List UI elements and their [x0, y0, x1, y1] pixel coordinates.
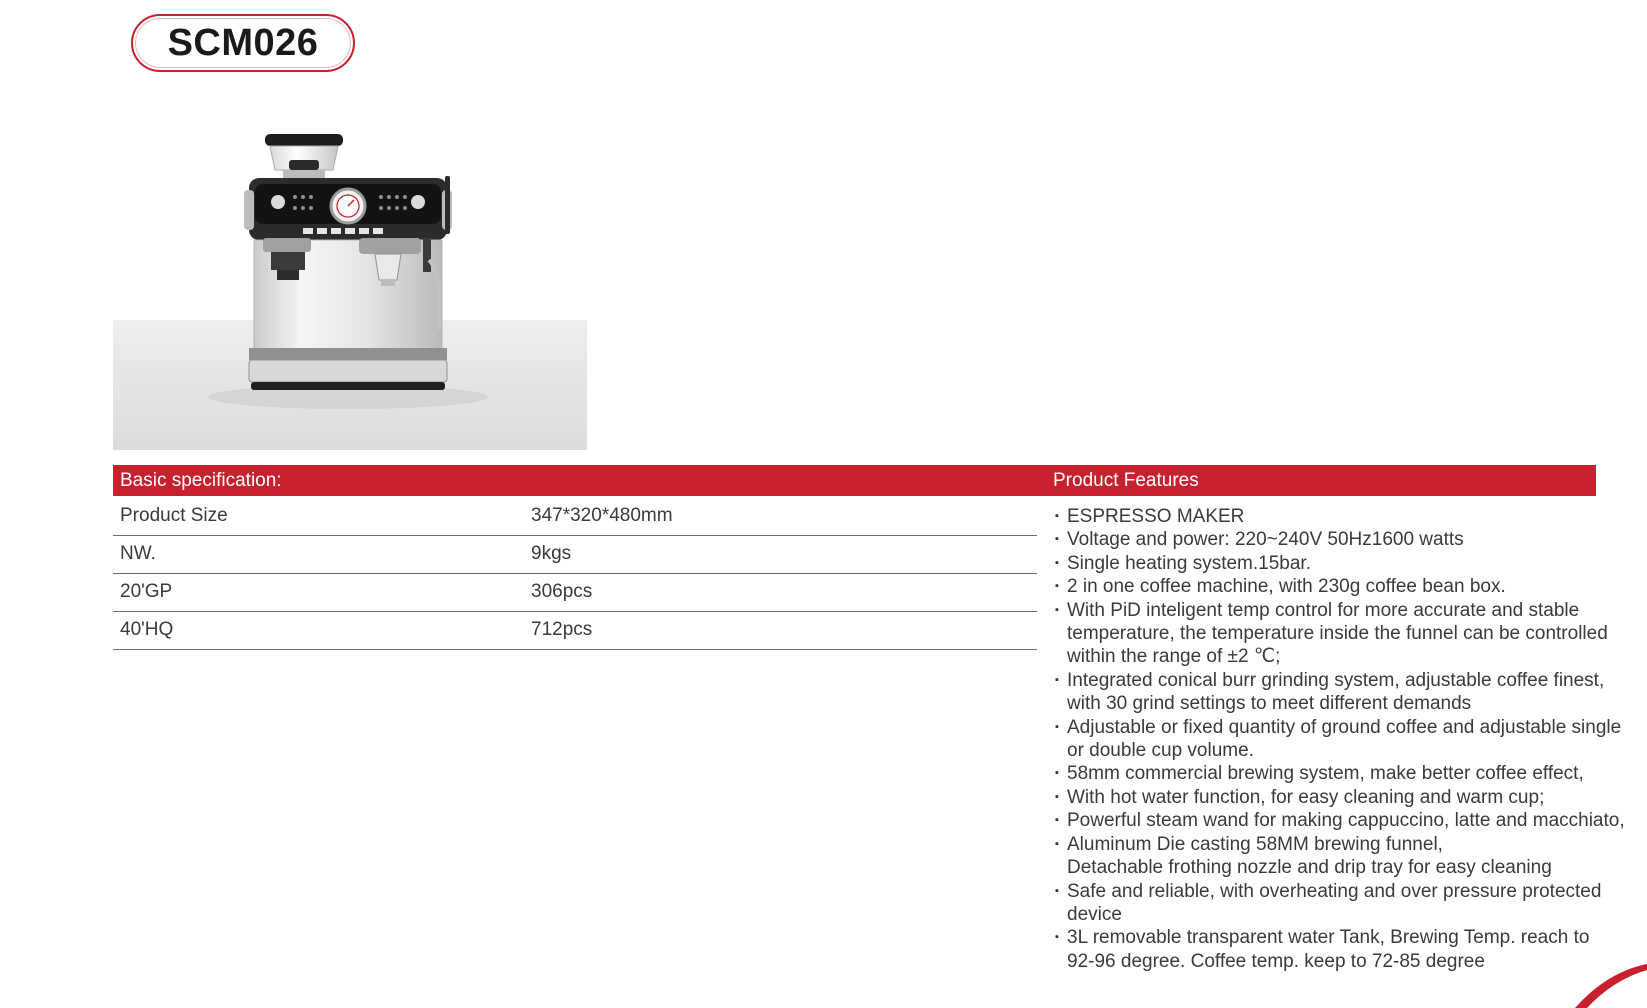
spec-value: 347*320*480mm [531, 505, 673, 526]
feature-text-line: 2 in one coffee machine, with 230g coffee bean box. [1067, 576, 1506, 598]
feature-text-line: 3L removable transparent water Tank, Brewing Temp. reach to [1067, 927, 1590, 949]
bullet-icon: ▪ [1055, 814, 1059, 827]
bullet-icon: ▪ [1055, 673, 1059, 686]
feature-item [1053, 669, 1647, 716]
spec-row [113, 498, 1037, 536]
feature-text-line: within the range of ±2 ℃; [1067, 646, 1281, 668]
bullet-icon: ▪ [1055, 533, 1059, 546]
spec-row [113, 574, 1037, 612]
feature-item [1053, 505, 1647, 528]
feature-item [1053, 552, 1647, 575]
features-list [1053, 505, 1647, 973]
feature-text-line: or double cup volume. [1067, 740, 1254, 762]
spec-table [113, 498, 1037, 650]
feature-text-line: device [1067, 903, 1122, 925]
feature-item [1053, 528, 1647, 551]
feature-item [1053, 926, 1647, 973]
feature-text-line: 92-96 degree. Coffee temp. keep to 72-85 degree [1067, 950, 1485, 972]
feature-item [1053, 880, 1647, 927]
feature-text-line: 58mm commercial brewing system, make better coffee effect, [1067, 763, 1584, 785]
bullet-icon: ▪ [1055, 556, 1059, 569]
feature-text-line: with 30 grind settings to meet different demands [1067, 693, 1472, 715]
feature-item [1053, 716, 1647, 763]
model-title: SCM026 [167, 21, 319, 64]
bullet-icon: ▪ [1055, 837, 1059, 850]
bullet-icon: ▪ [1055, 510, 1059, 522]
bullet-icon: ▪ [1055, 931, 1059, 944]
feature-item [1053, 786, 1647, 809]
spec-label: 40'HQ [120, 619, 174, 640]
product-features-header: Product Features [1049, 465, 1596, 496]
feature-text-line: Powerful steam wand for making cappuccino, latte and macchiato, [1067, 810, 1625, 832]
spec-value: 9kgs [531, 543, 572, 564]
bullet-icon: ▪ [1055, 884, 1059, 897]
basic-specification-header: Basic specification: [113, 465, 1049, 496]
feature-item [1053, 809, 1647, 832]
bullet-icon: ▪ [1055, 790, 1059, 803]
bullet-icon: ▪ [1055, 720, 1059, 733]
feature-text-line: Voltage and power: 220~240V 50Hz1600 watts [1067, 529, 1464, 551]
feature-text-line: Adjustable or fixed quantity of ground coffee and adjustable single [1067, 716, 1622, 738]
feature-text-line: Detachable frothing nozzle and drip tray for easy cleaning [1067, 857, 1552, 879]
feature-item [1053, 599, 1647, 669]
spec-row [113, 536, 1037, 574]
feature-text-line: Integrated conical burr grinding system, adjustable coffee finest, [1067, 669, 1605, 691]
spec-value: 712pcs [531, 619, 593, 640]
feature-text-line: With PiD inteligent temp control for more accurate and stable [1067, 599, 1580, 621]
feature-text-line: Safe and reliable, with overheating and over pressure protected [1067, 880, 1602, 902]
spec-label: Product Size [120, 505, 228, 526]
spec-value: 306pcs [531, 581, 593, 602]
spec-label: 20'GP [120, 581, 173, 602]
product-photo [113, 120, 587, 450]
feature-text-line: Single heating system.15bar. [1067, 552, 1311, 574]
feature-text-line: temperature, the temperature inside the funnel can be controlled [1067, 623, 1608, 645]
feature-item [1053, 833, 1647, 880]
feature-text-line: With hot water function, for easy cleaning and warm cup; [1067, 786, 1545, 808]
bullet-icon: ▪ [1055, 603, 1059, 616]
corner-decoration [1567, 958, 1647, 1008]
feature-item [1053, 575, 1647, 598]
spec-label: NW. [120, 543, 156, 564]
feature-text-line: Aluminum Die casting 58MM brewing funnel, [1067, 833, 1443, 855]
feature-item [1053, 762, 1647, 785]
bullet-icon: ▪ [1055, 580, 1059, 593]
model-badge [131, 14, 355, 72]
feature-text-line: ESPRESSO MAKER [1067, 506, 1245, 527]
spec-row [113, 612, 1037, 650]
bullet-icon: ▪ [1055, 767, 1059, 780]
